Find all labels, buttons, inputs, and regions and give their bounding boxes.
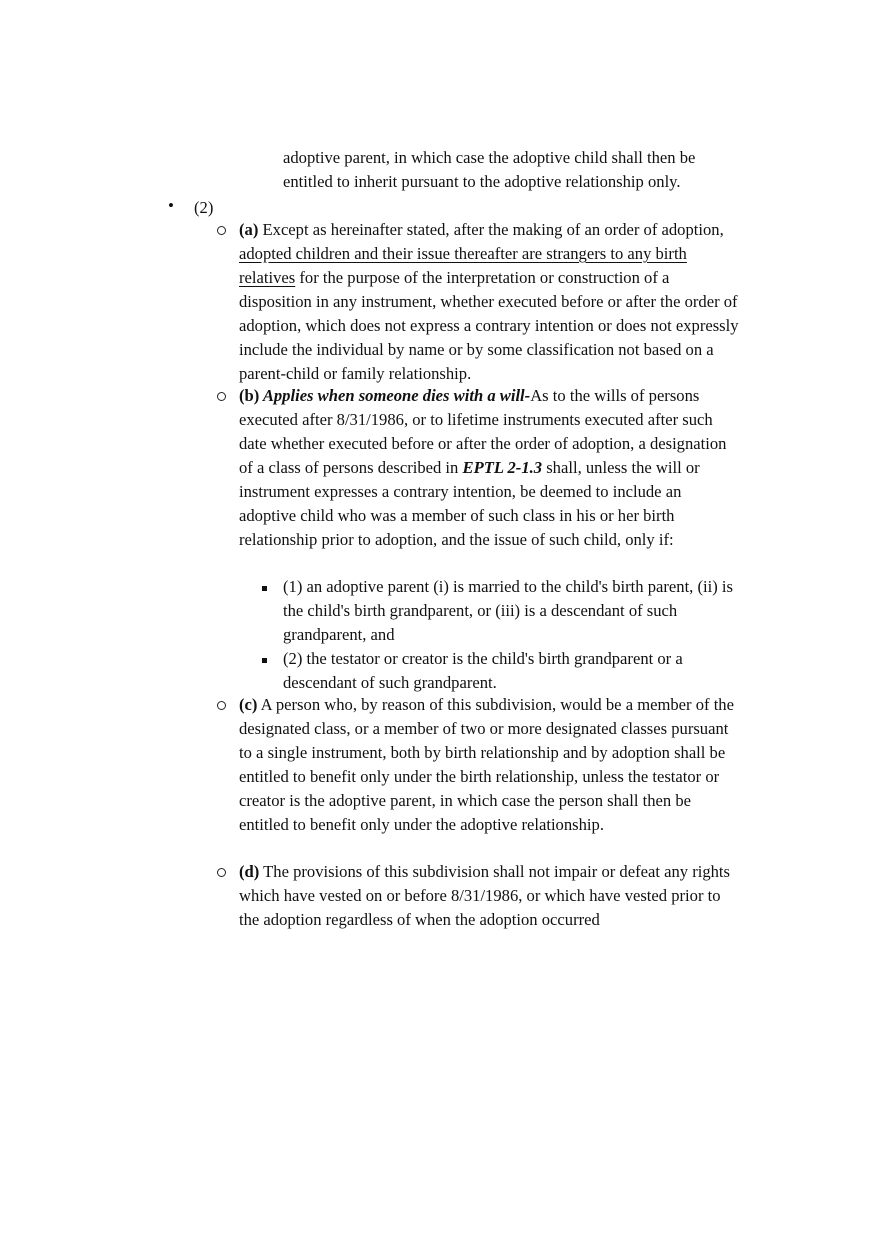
sub-item-1-text: (1) an adoptive parent (i) is married to the child's birth parent, (ii) is the child's birth grandparent, or (iii) is a descendant of such grandparent, and [283, 577, 733, 644]
item-d-text [239, 860, 739, 932]
list-item-a [239, 218, 739, 386]
item-c-body: A person who, by reason of this subdivision, would be a member of the designated class, or a member of two or more designated classes pursuant to a single instrument, both by birth relationship and by adoption shall be entitled to benefit only under the birth relationship, unless the testator or creator is the adoptive parent, in which case the person shall then be entitled to benefit only under the adoptive relationship. [239, 695, 734, 834]
continuation-paragraph: adoptive parent, in which case the adoptive child shall then be entitled to inherit pursuant to the adoptive relationship only. [283, 148, 696, 191]
item-c-label: (c) [239, 695, 258, 714]
sub-item-1 [283, 575, 733, 647]
item-b-text-after: shall, unless the will or instrument expresses a contrary intention, be deemed to include an adoptive child who was a member of such class in his or her birth relationship prior to adoption, and the issue of such child, only if: [239, 458, 700, 549]
bullet-circle-icon [217, 868, 226, 877]
item-a-text [239, 218, 739, 386]
item-b-label: (b) [239, 386, 260, 405]
bullet-square-icon [262, 586, 267, 591]
sub-item-2-text: (2) the testator or creator is the child's birth grandparent or a descendant of such grandparent. [283, 649, 683, 692]
list-item-d [239, 860, 739, 932]
item-d-body: The provisions of this subdivision shall not impair or defeat any rights which have vested on or before 8/31/1986, or which have vested prior to the adoption regardless of when the adoption occurred [239, 862, 730, 929]
item-b-text [239, 384, 739, 552]
bullet-circle-icon [217, 392, 226, 401]
item-b-text-before: As to the wills of persons executed after 8/31/1986, or to lifetime instruments executed after such date whether executed before or after the order of adoption, a designation of a class of persons described in [239, 386, 727, 477]
list-item-c [239, 693, 739, 837]
item-b-emphasis: Applies when someone dies with a will- [259, 386, 531, 405]
item-b-statute: EPTL 2-1.3 [462, 458, 543, 477]
item-d-label: (d) [239, 862, 260, 881]
item-c-text [239, 693, 739, 837]
bullet-circle-icon [217, 226, 226, 235]
item-a-underlined: adopted children and their issue thereafter are strangers to any birth relatives [239, 244, 687, 287]
bullet-square-icon [262, 658, 267, 663]
bullet-circle-icon [217, 701, 226, 710]
item-a-label: (a) [239, 220, 259, 239]
item-a-text-after: for the purpose of the interpretation or construction of a disposition in any instrument, whether executed before or after the order of adoption, which does not express a contrary intention or does not expressly include the individual by name or by some classification not based on a parent-child or family relationship. [239, 268, 739, 383]
sub-item-2 [283, 647, 733, 695]
section-label: (2) [194, 198, 214, 217]
list-item-b [239, 384, 739, 552]
item-a-text-before: Except as hereinafter stated, after the making of an order of adoption, [258, 220, 724, 239]
bullet-disc-icon: • [168, 196, 174, 215]
